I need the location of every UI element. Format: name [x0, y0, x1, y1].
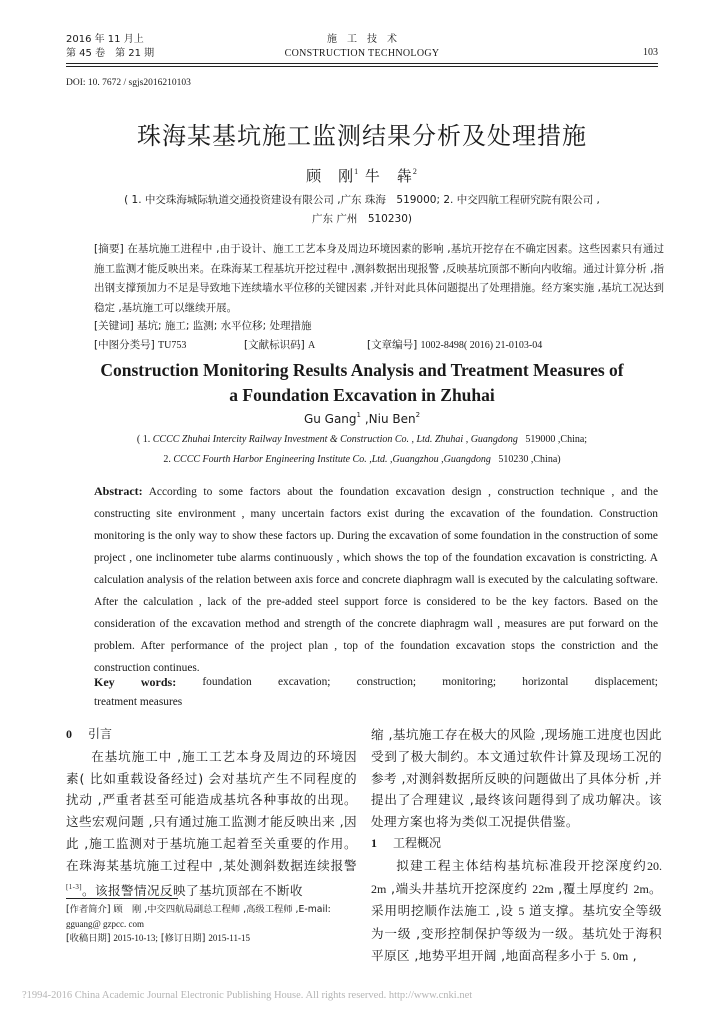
keyword-en: monitoring;	[442, 676, 497, 688]
clc-label: [中图分类号]	[94, 339, 155, 351]
project-overview-paragraph	[371, 855, 662, 968]
author-affil-mark: 2	[412, 167, 418, 176]
doi[interactable]: DOI: 10. 7672 / sgjs2016210103	[66, 78, 191, 88]
keyword-en: displacement;	[594, 676, 658, 688]
doc-code-value: A	[308, 340, 316, 351]
paragraph-text: 道支撑。基坑安全等级为一级 ,变形控制保护等级为一级。基坑处于海积平原区 ,地势平坦开阔 ,地面高程多小于	[371, 903, 662, 963]
keywords-en	[94, 672, 658, 712]
document-code	[244, 336, 315, 355]
keywords-cn-label: [关键词]	[94, 320, 134, 332]
paragraph-text: 在基坑施工中 ,施工工艺本身及周边的环境因素( 比如重载设备经过) 会对基坑产生不同程度的扰动 ,严重者甚至可能造成基坑各种事故的出现。这些宏观问题 ,只有通过施工监测才能反映出来 ,因此 ,施工监测对于基坑施工起着至关重要的作用。在珠海某基坑施工过程中 ,某处测斜数据连续报警	[66, 748, 357, 873]
revised-label: [修订日期]	[160, 933, 206, 944]
author-affil-mark: 1	[354, 167, 360, 176]
value-elevation: 5. 0m	[600, 948, 629, 963]
header-rule-thick	[66, 63, 658, 64]
authors-en: Gu Gang$^1$ ,Niu Ben$^2$	[303, 411, 421, 426]
affiliations-en	[66, 430, 658, 470]
affil-org: CCCC Fourth Harbor Engineering Institute Co. ,Ltd. ,Guangzhou ,Guangdong	[173, 454, 491, 465]
keyword-en: foundation	[202, 676, 252, 688]
footnote	[66, 903, 361, 946]
author-bio-text: 顾 刚 ,中交四航局副总工程师 ,高级工程师 ,E-mail:	[113, 904, 331, 915]
affil-postcode: 510230 ,China)	[498, 454, 561, 465]
page-number: 103	[643, 47, 658, 58]
abstract-en-label: Abstract:	[94, 484, 143, 498]
affiliations-cn	[66, 191, 658, 229]
paper-title-en	[60, 358, 664, 408]
abstract-cn-text: 在基坑施工进程中 ,由于设计、施工工艺本身及周边环境因素的影响 ,基坑开挖存在不确定因素。这些因素只有通过施工监测才能反映出来。在珠海某工程基坑开挖过程中 ,测斜数据出现报警 ,反映基坑顶部不断向内收缩。通过计算分析 ,指出钢支撑预加力不足是导致地下连续墙水平位移的关键因素 ,并针对此具体问题提出了处理措施。经方案实施 ,基坑工况达到稳定 ,基坑施工可以继续开展。	[94, 243, 664, 314]
journal-name	[66, 33, 658, 61]
affiliation-line: ( 1. 中交珠海城际轨道交通投资建设有限公司 ,广东 珠海 519000; 2. 中交四航工程研究院有限公司 ,	[124, 194, 600, 206]
author-email[interactable]: gguang@ gzpcc. com	[66, 919, 145, 929]
value-thickness: 2m	[633, 881, 649, 896]
keyword-en: excavation;	[277, 676, 331, 688]
affil-prefix: 2.	[163, 454, 174, 465]
introduction-paragraph	[66, 746, 357, 902]
section-title: 引言	[88, 727, 113, 741]
clc-value: TU753	[158, 340, 187, 351]
paragraph-text: ,端头井基坑开挖深度约	[386, 880, 533, 896]
volume-issue: 第 45 卷 第 21 期	[66, 48, 155, 59]
value-depth: 22m	[532, 881, 554, 896]
abstract-en-text: According to some factors about the foundation excavation design , construction technique , and the constructing site environment , many uncertain factors exist during the excavation of the foundation. Construction monitoring is the only way to show these factors up. During the excavation of some foundation in the construction of some project , one inclinometer tube alarms continuously , which shows the top of the foundation excavation is constricting. A calculation analysis of the relation between axis force and concrete diaphragm wall is executed by the calculating software. After the calculation , lack of the pre-added steel support force is considered to be the key factors. Based on the consideration of the excavation method and strength of the concrete diaphragm wall , measures are put forward on the problem. After performance of the project plan , top of the foundation excavation stops the constriction and the construction continues.	[94, 486, 658, 674]
abstract-en	[94, 480, 658, 679]
author-bio	[66, 903, 361, 917]
article-no-label: [文章编号]	[367, 339, 418, 351]
title-en-line: a Foundation Excavation in Zhuhai	[229, 385, 495, 405]
keywords-en-label: Key	[94, 675, 115, 689]
footnote-rule	[66, 898, 178, 899]
citation-ref[interactable]: [1-3]	[66, 882, 82, 891]
paragraph-text: 。该报警情况反映了基坑顶部在不断收	[82, 882, 303, 898]
keywords-en-row	[94, 672, 658, 692]
author-name: 牛 犇	[364, 167, 413, 185]
keyword-en: construction;	[356, 676, 417, 688]
section-number: 0	[66, 727, 72, 741]
keywords-en-line2: treatment measures	[94, 696, 183, 708]
paper-title-cn: 珠海某基坑施工监测结果分析及处理措施	[137, 122, 587, 150]
copyright-notice: ?1994-2016 China Academic Journal Electronic Publishing House. All rights reserved. http://www.cnki.net	[22, 990, 473, 1001]
paragraph-text: ,	[628, 947, 638, 963]
paragraph-text: 。采用明挖顺作法施工 ,设	[371, 880, 663, 919]
issue-date: 2016 年 11 月上	[66, 34, 144, 45]
article-number	[367, 336, 542, 355]
running-header	[66, 33, 658, 63]
affiliation-en-line	[66, 430, 658, 450]
paragraph-text: ,覆土厚度约	[553, 880, 634, 896]
abstract-cn	[94, 240, 664, 318]
authors-cn	[0, 165, 724, 186]
value-supports: 5	[518, 904, 525, 919]
keywords-cn	[94, 317, 664, 336]
journal-name-cn: 施工技术	[327, 34, 407, 45]
keywords-cn-text: 基坑; 施工; 监测; 水平位移; 处理措施	[137, 320, 312, 332]
article-no-value: 1002-8498( 2016) 21-0103-04	[420, 340, 543, 351]
section-heading-project-overview	[371, 833, 662, 855]
value-depth: 20. 2m	[371, 858, 662, 896]
body-column-left	[66, 724, 357, 901]
header-rule-thin	[66, 66, 658, 67]
author-name-en: Gu Gang	[303, 412, 357, 426]
section-number: 1	[371, 835, 377, 850]
body-column-right	[371, 724, 662, 968]
received-date: 2015-10-13;	[113, 933, 158, 943]
received-label: [收稿日期]	[66, 933, 111, 944]
affil-postcode: 519000 ,China;	[525, 434, 588, 445]
revised-date: 2015-11-15	[208, 933, 250, 943]
affil-prefix: ( 1.	[136, 434, 153, 445]
section-heading-introduction	[66, 724, 357, 746]
affiliation-line: 广东 广州 510230)	[311, 213, 413, 225]
dates-line	[66, 931, 361, 946]
author-name: 顾 刚	[306, 167, 355, 185]
abstract-cn-label: [摘要]	[94, 243, 124, 255]
keywords-en-label: words:	[140, 675, 177, 689]
affiliation-en-line	[66, 450, 658, 470]
paragraph-text: 拟建工程主体结构基坑标准段开挖深度约	[396, 857, 647, 873]
clc-number	[94, 336, 186, 355]
author-name-en: Niu Ben	[368, 412, 416, 426]
author-bio-label: [作者简介]	[66, 904, 111, 915]
affil-org: CCCC Zhuhai Intercity Railway Investment & Construction Co. , Ltd. Zhuhai , Guangdong	[152, 434, 518, 445]
introduction-paragraph-continued: 缩 ,基坑施工存在极大的风险 ,现场施工进度也因此受到了极大制约。本文通过软件计算及现场工况的参考 ,对测斜数据所反映的问题做出了具体分析 ,并提出了合理建议 ,最终该问题得到了成功解决。该处理方案也将为类似工况提供借鉴。	[371, 727, 662, 830]
doc-code-label: [文献标识码]	[244, 339, 305, 351]
journal-name-en: CONSTRUCTION TECHNOLOGY	[284, 48, 440, 59]
keyword-en: horizontal	[522, 676, 569, 688]
author-affil-mark: 1	[356, 411, 361, 419]
author-affil-mark: 2	[415, 411, 421, 419]
title-en-line: Construction Monitoring Results Analysis and Treatment Measures of	[100, 360, 624, 380]
section-title: 工程概况	[393, 835, 442, 850]
